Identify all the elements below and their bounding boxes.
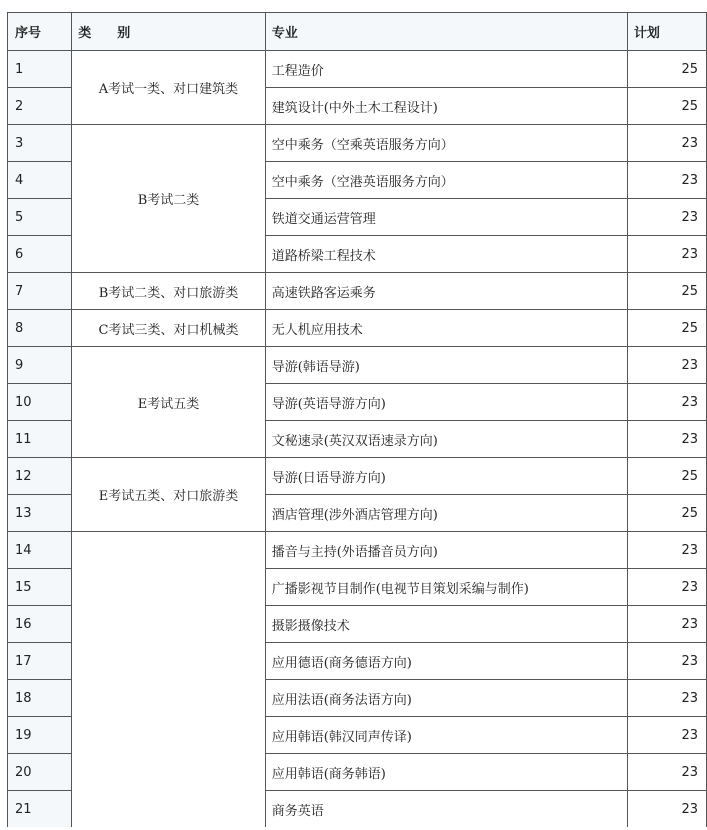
row-num: 18 [8,680,72,717]
table-row [8,310,707,347]
header-category: 类 别 [72,13,265,51]
row-num: 15 [8,569,72,606]
row-major: 空中乘务（空乘英语服务方向） [265,125,627,162]
table-row [8,51,707,88]
row-plan: 25 [627,273,706,310]
row-num: 4 [8,162,72,199]
row-plan: 23 [627,125,706,162]
row-plan: 23 [627,384,706,421]
row-plan: 25 [627,495,706,532]
row-num: 17 [8,643,72,680]
row-plan: 23 [627,643,706,680]
row-major: 导游(英语导游方向) [265,384,627,421]
row-major: 广播影视节目制作(电视节目策划采编与制作) [265,569,627,606]
row-plan: 25 [627,88,706,125]
row-num: 11 [8,421,72,458]
row-num: 7 [8,273,72,310]
table-row [8,458,707,495]
row-category: A考试一类、对口建筑类 [72,51,265,125]
row-num: 12 [8,458,72,495]
row-major: 导游(韩语导游) [265,347,627,384]
row-plan: 23 [627,754,706,791]
row-major: 应用德语(商务德语方向) [265,643,627,680]
row-num: 14 [8,532,72,569]
table-row [8,532,707,569]
row-num: 8 [8,310,72,347]
row-plan: 23 [627,717,706,754]
row-category: E考试五类、对口旅游类 [72,458,265,532]
row-category [72,532,265,828]
row-plan: 23 [627,569,706,606]
row-major: 酒店管理(涉外酒店管理方向) [265,495,627,532]
header-row [8,13,707,51]
row-plan: 23 [627,532,706,569]
row-plan: 23 [627,236,706,273]
row-num: 16 [8,606,72,643]
header-major: 专业 [265,13,627,51]
row-major: 工程造价 [265,51,627,88]
row-num: 19 [8,717,72,754]
row-major: 道路桥梁工程技术 [265,236,627,273]
table-row [8,125,707,162]
header-plan: 计划 [627,13,706,51]
row-num: 2 [8,88,72,125]
enrollment-plan-table [7,12,707,827]
row-num: 5 [8,199,72,236]
table-row [8,347,707,384]
row-major: 应用法语(商务法语方向) [265,680,627,717]
row-num: 3 [8,125,72,162]
row-category: E考试五类 [72,347,265,458]
row-category: B考试二类、对口旅游类 [72,273,265,310]
row-major: 建筑设计(中外土木工程设计) [265,88,627,125]
row-major: 铁道交通运营管理 [265,199,627,236]
row-plan: 25 [627,51,706,88]
row-major: 高速铁路客运乘务 [265,273,627,310]
row-major: 摄影摄像技术 [265,606,627,643]
row-plan: 23 [627,791,706,828]
row-major: 无人机应用技术 [265,310,627,347]
row-num: 9 [8,347,72,384]
row-major: 导游(日语导游方向) [265,458,627,495]
row-major: 商务英语 [265,791,627,828]
row-category: B考试二类 [72,125,265,273]
row-plan: 23 [627,347,706,384]
row-plan: 25 [627,310,706,347]
table-row [8,273,707,310]
row-num: 1 [8,51,72,88]
row-major: 应用韩语(商务韩语) [265,754,627,791]
row-num: 6 [8,236,72,273]
row-major: 文秘速录(英汉双语速录方向) [265,421,627,458]
row-major: 播音与主持(外语播音员方向) [265,532,627,569]
row-num: 10 [8,384,72,421]
row-plan: 23 [627,421,706,458]
row-major: 应用韩语(韩汉同声传译) [265,717,627,754]
row-num: 20 [8,754,72,791]
row-plan: 23 [627,606,706,643]
row-num: 13 [8,495,72,532]
header-num: 序号 [8,13,72,51]
row-major: 空中乘务（空港英语服务方向） [265,162,627,199]
row-category: C考试三类、对口机械类 [72,310,265,347]
row-plan: 25 [627,458,706,495]
row-num: 21 [8,791,72,828]
row-plan: 23 [627,162,706,199]
row-plan: 23 [627,199,706,236]
row-plan: 23 [627,680,706,717]
